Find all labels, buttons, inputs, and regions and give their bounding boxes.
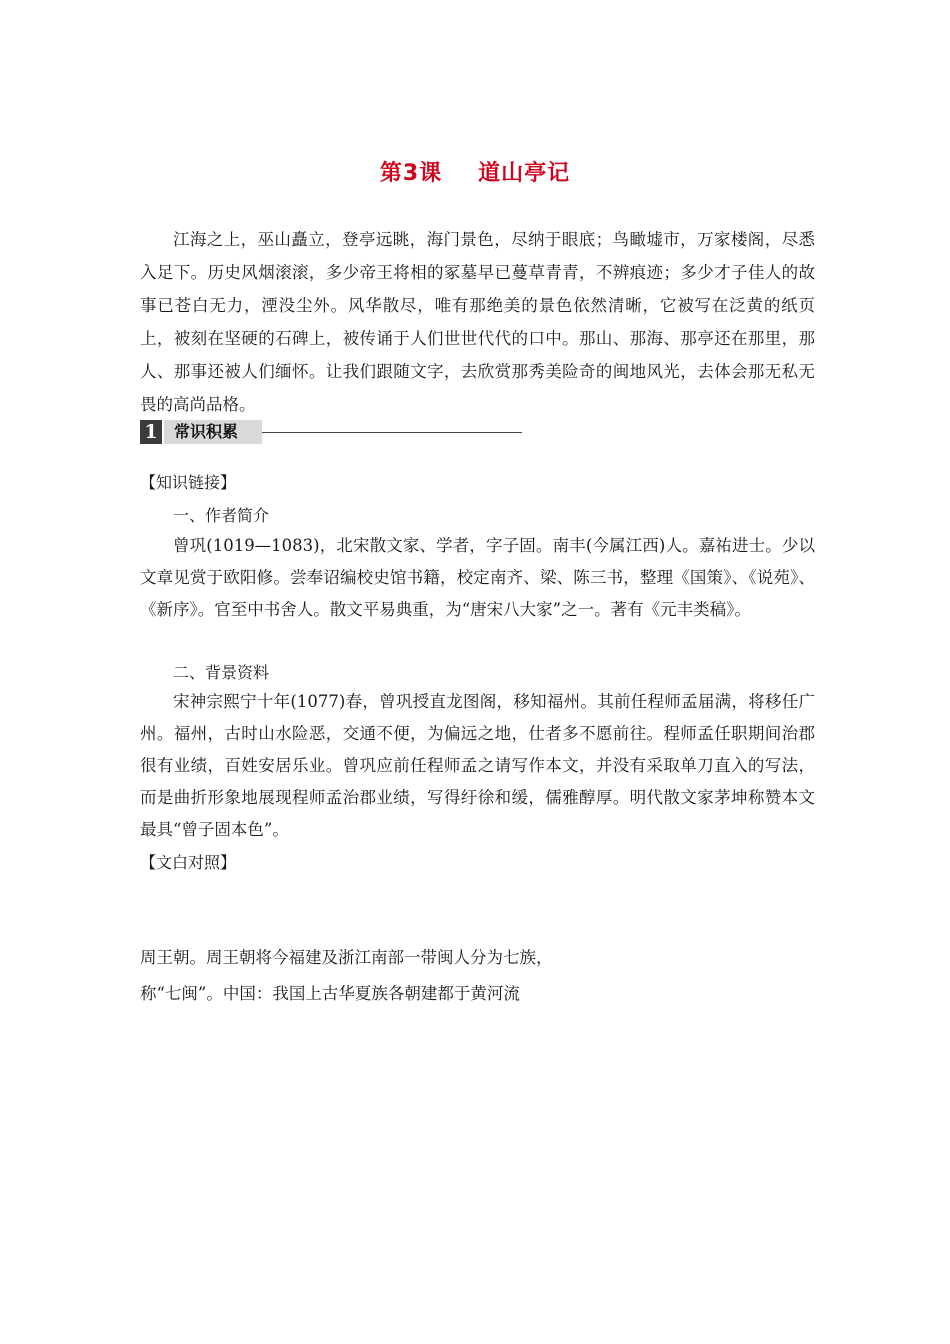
- section-header-knowledge: [140, 420, 522, 444]
- section-divider: [262, 432, 522, 433]
- knowledge-link-heading: 【知识链接】: [140, 473, 237, 492]
- comparison-heading: 【文白对照】: [140, 853, 237, 872]
- background-heading: 二、背景资料: [173, 663, 270, 682]
- lesson-number: 第3课: [379, 161, 443, 186]
- author-heading: 一、作者简介: [173, 506, 270, 525]
- background-paragraph: 宋神宗熙宁十年(1077)春，曾巩授直龙图阁，移知福州。其前任程师孟届满，将移任广州。福州，古时山水险恶，交通不便，为偏远之地，仕者多不愿前往。程师孟任职期间治郡很有业绩，百姓安居乐业。曾巩应前任程师孟之请写作本文，并没有采取单刀直入的写法，而是曲折形象地展现程师孟治郡业绩，写得纡徐和缓，儒雅醇厚。明代散文家茅坤称赞本文最具“曾子固本色”。: [140, 692, 815, 839]
- page-title: [0, 156, 950, 187]
- intro-paragraph: 江海之上，巫山矗立，登亭远眺，海门景色，尽纳于眼底；鸟瞰墟市，万家楼阁，尽悉入足下。历史风烟滚滚，多少帝王将相的冢墓早已蔓草青青，不辨痕迹；多少才子佳人的故事已苍白无力，湮没尘外。风华散尽，唯有那绝美的景色依然清晰，它被写在泛黄的纸页上，被刻在坚硬的石碑上，被传诵于人们世世代代的口中。那山、那海、那亭还在那里，那人、那事还被人们缅怀。让我们跟随文字，去欣赏那秀美险奇的闽地风光，去体会那无私无畏的高尚品格。: [140, 230, 815, 414]
- note-line-1: 周王朝。周王朝将今福建及浙江南部一带闽人分为七族，: [140, 948, 553, 967]
- section-label: 常识积累: [164, 420, 262, 444]
- note-line-2: 称“七闽”。中国：我国上古华夏族各朝建都于黄河流: [140, 984, 520, 1003]
- author-paragraph: 曾巩(1019—1083)，北宋散文家、学者，字子固。南丰(今属江西)人。嘉祐进士。少以文章见赏于欧阳修。尝奉诏编校史馆书籍，校定南齐、梁、陈三书，整理《国策》、《说苑》、《新序》。官至中书舍人。散文平易典重，为“唐宋八大家”之一。著有《元丰类稿》。: [140, 536, 815, 619]
- section-number: 1: [140, 420, 162, 444]
- lesson-name: 道山亭记: [478, 161, 571, 186]
